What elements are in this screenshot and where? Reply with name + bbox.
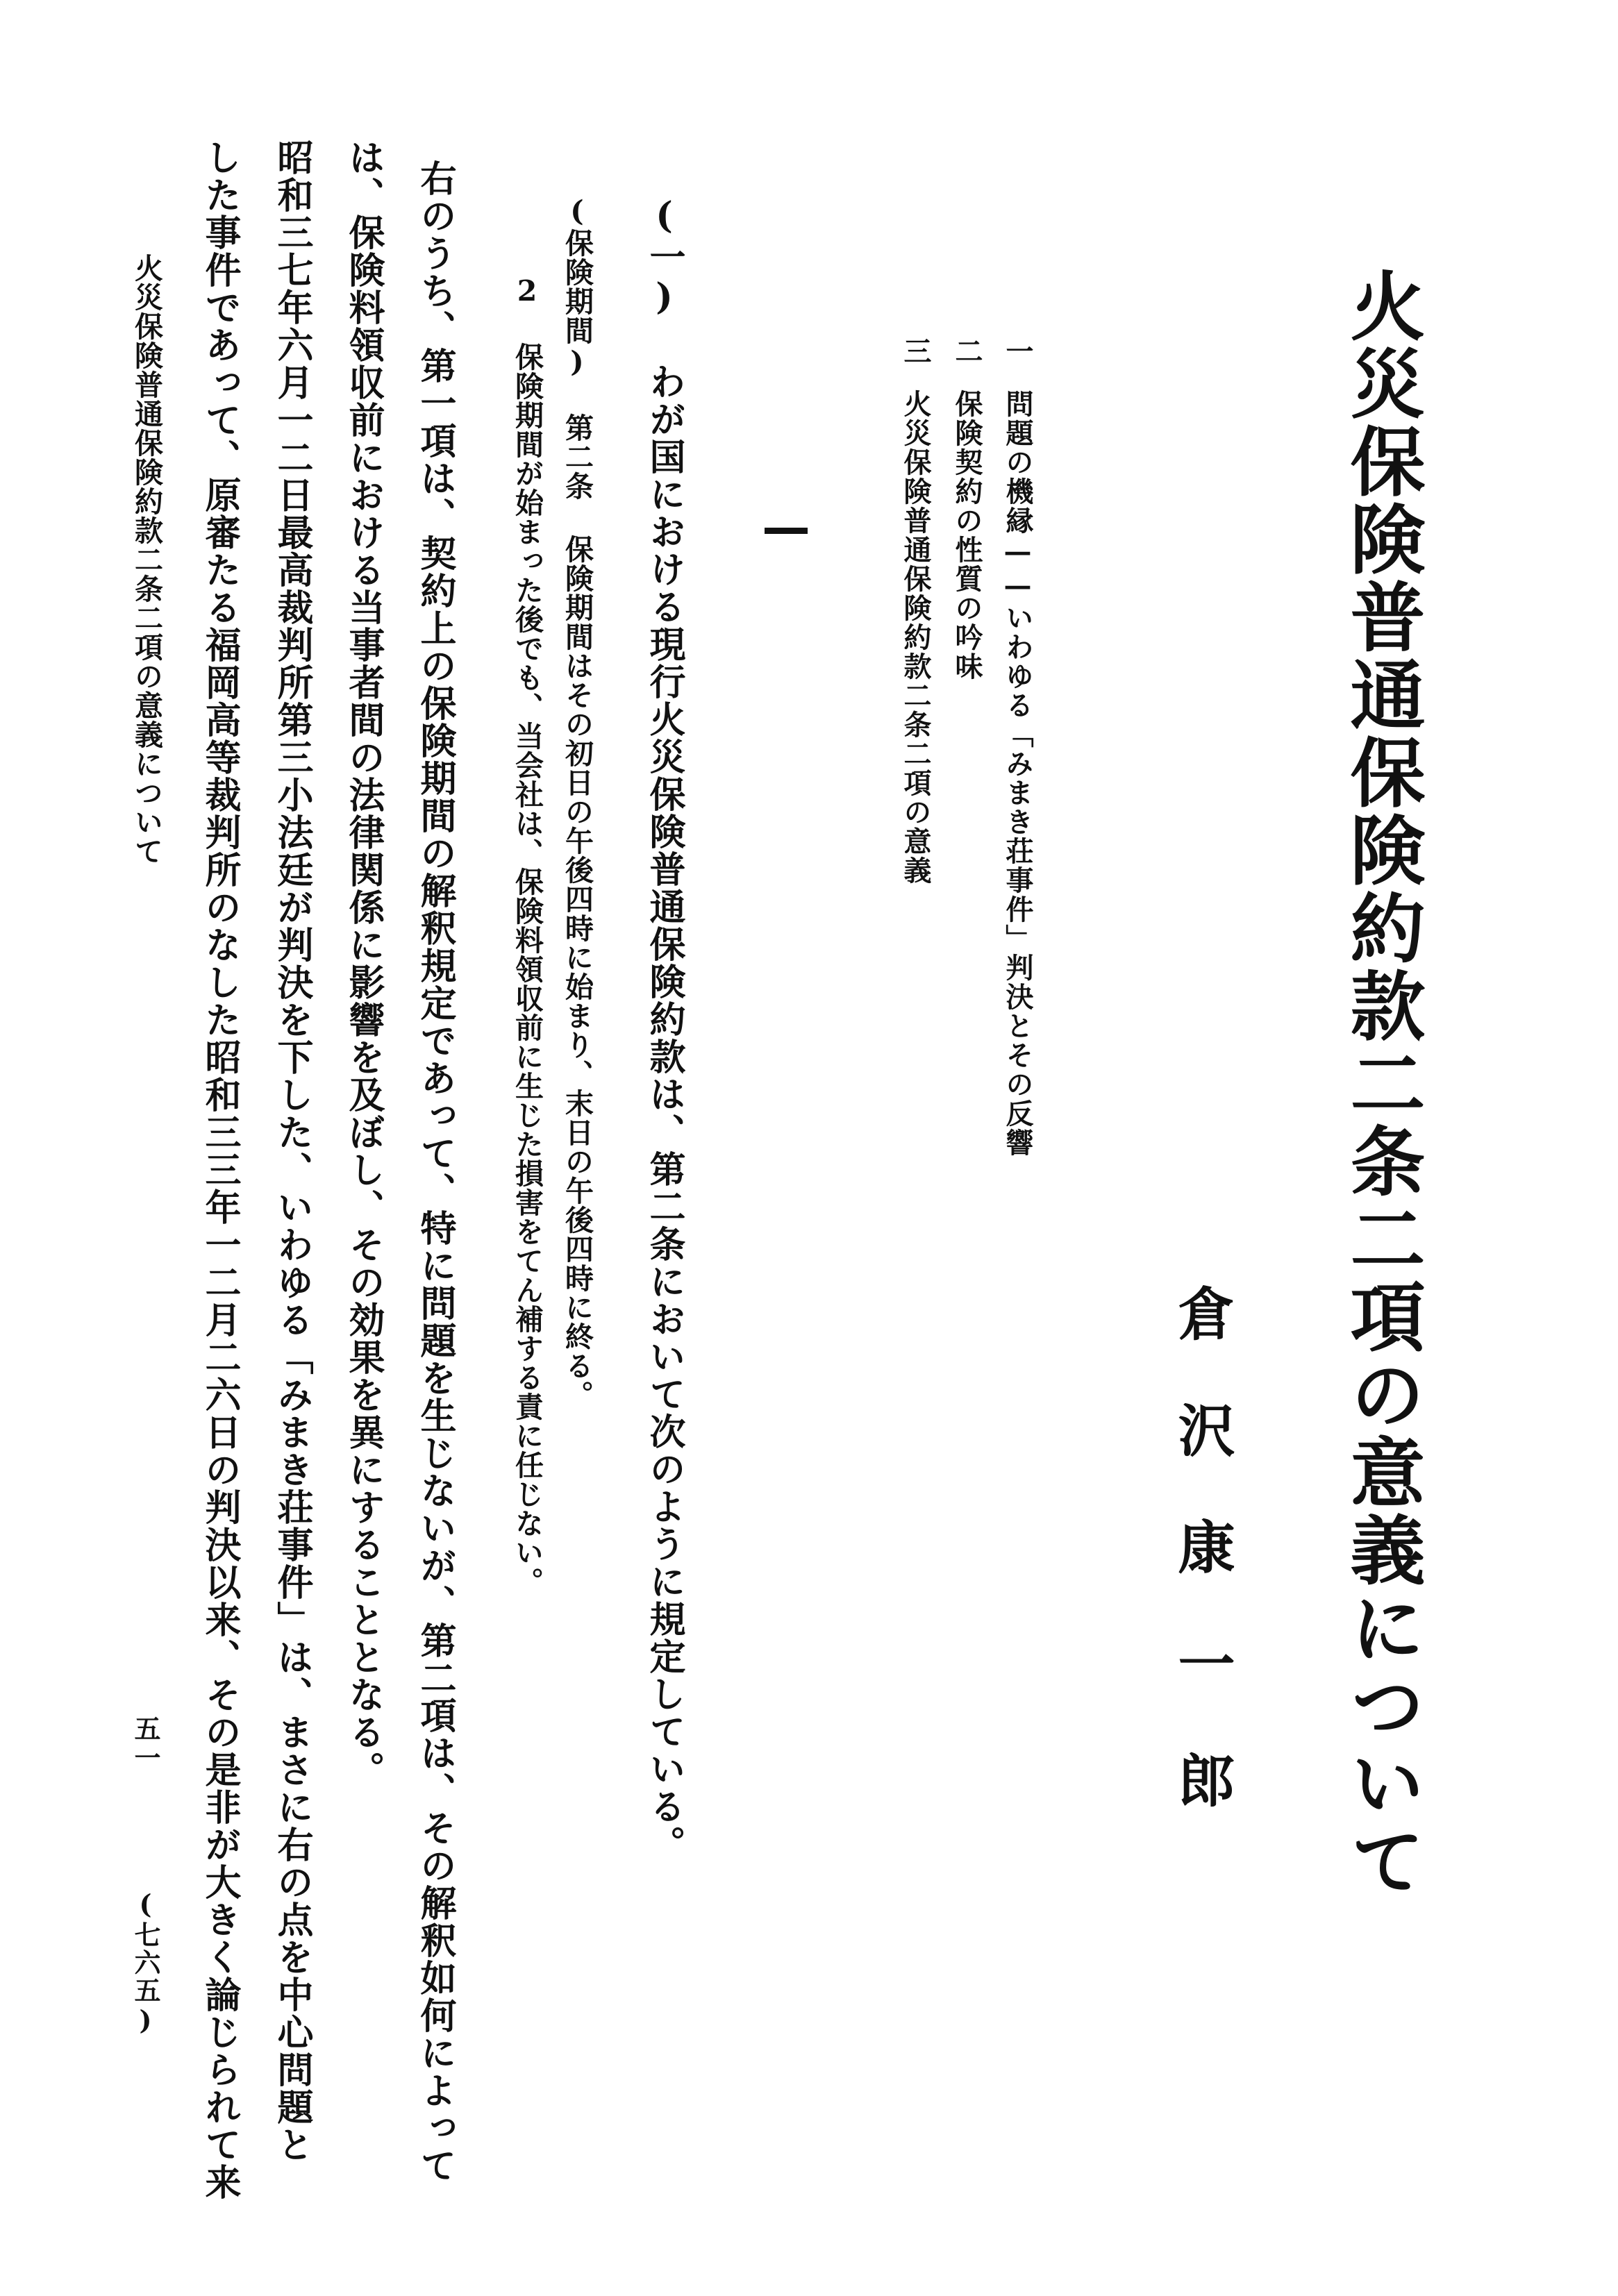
body-paragraph-intro: (一) わが国における現行火災保険普通保険約款は、第二条において次のように規定している。: [643, 194, 685, 1863]
toc-item-2: [953, 337, 981, 681]
quoted-clause-2: 2 保険期間が始まった後でも、当会社は、保険料領収前に生じた損害をてん補する責に任じない。: [510, 274, 544, 1596]
toc-item-number: 一: [1001, 337, 1034, 366]
running-title: 火災保険普通保険約款二条二項の意義について: [130, 253, 163, 866]
toc-item-number: 二: [951, 337, 983, 366]
body-column-6: した事件であって、原審たる福岡高等裁判所のなした昭和三三年一二月二六日の判決以来、その是非が大きく論じられて来: [199, 139, 241, 2201]
section-heading-glyph: [765, 528, 808, 534]
toc-item-3: [899, 337, 932, 885]
paper-title: 火災保険普通保険約款二条二項の意義について: [1337, 267, 1425, 1900]
quoted-clause-1: (保険期間) 第二条 保険期間はその初日の午後四時に始まり、末日の午後四時に終る。: [560, 194, 594, 1409]
toc-item-text: 火災保険普通保険約款二条二項の意義: [899, 389, 932, 885]
page-code: (七六五): [130, 1888, 161, 2037]
body-column-3: 右のうち、第一項は、契約上の保険期間の解釈規定であって、特に問題を生じないが、第二項は、その解釈如何によって: [414, 160, 456, 2184]
toc-item-number: 三: [899, 337, 932, 366]
page-number: 五一: [130, 1715, 161, 1773]
body-column-4: は、保険料領収前における当事者間の法律関係に影響を及ぼし、その効果を異にすることとなる。: [342, 139, 385, 1788]
author-name: 倉沢康一郎: [1169, 1284, 1235, 1868]
toc-item-text: 問題の機縁——いわゆる「みまき荘事件」判決とその反響: [1001, 389, 1034, 1157]
toc-item-text: 保険契約の性質の吟味: [951, 389, 983, 681]
body-column-5: 昭和三七年六月一二日最高裁判所第三小法廷が判決を下した、いわゆる「みまき荘事件」は、まさに右の点を中心問題と: [271, 139, 313, 2163]
toc-item-1: [1001, 337, 1034, 1157]
section-heading: [762, 507, 810, 554]
